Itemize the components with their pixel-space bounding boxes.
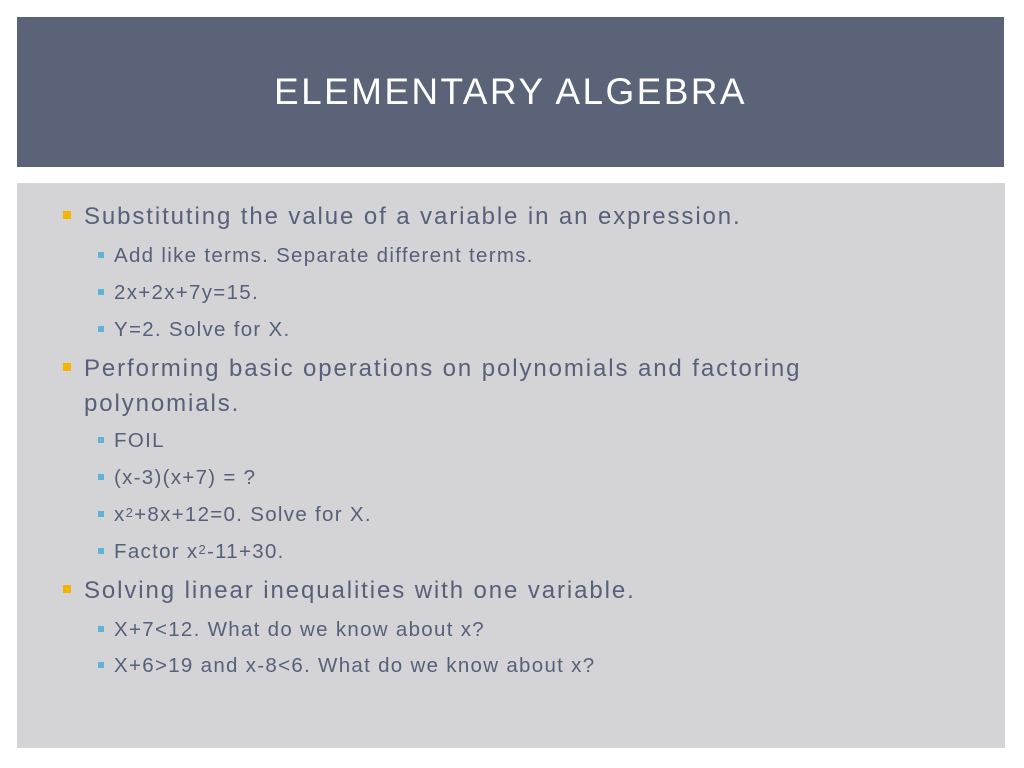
sub-bullet-item [17, 537, 285, 574]
bullet-item [17, 199, 822, 234]
sub-bullet-text: X+6>19 and x-8<6. What do we know about x? [114, 654, 596, 677]
sub-bullet-text-pre: x [114, 503, 126, 526]
sub-bullet-item [17, 463, 256, 500]
bullet-item [17, 573, 716, 608]
sub-bullet-text-post: +8x+12=0. Solve for X. [134, 503, 372, 526]
sub-bullet-text: Add like terms. Separate different terms. [114, 244, 534, 267]
sub-bullet-text: Y=2. Solve for X. [114, 318, 291, 341]
superscript: 2 [198, 542, 207, 557]
sub-bullet-text: FOIL [114, 429, 165, 452]
bullet-text: Substituting the value of a variable in an expression. [84, 203, 742, 230]
sub-bullet-text-pre: Factor x [114, 540, 199, 563]
square-bullet-icon [98, 511, 104, 517]
sub-bullet-text-post: -11+30. [206, 540, 285, 563]
square-bullet-icon [98, 626, 104, 632]
square-bullet-icon [63, 585, 71, 593]
sub-bullet-item [17, 315, 291, 352]
square-bullet-icon [98, 474, 104, 480]
square-bullet-icon [98, 252, 104, 258]
slide-title: ELEMENTARY ALGEBRA [274, 71, 747, 112]
bullet-text: Solving linear inequalities with one variable. [84, 577, 636, 604]
superscript: 2 [125, 505, 135, 520]
square-bullet-icon [63, 211, 71, 219]
sub-bullet-text: X+7<12. What do we know about x? [114, 618, 485, 641]
square-bullet-icon [98, 548, 104, 554]
sub-bullet-item [17, 426, 165, 463]
content-area [17, 183, 1005, 748]
square-bullet-icon [63, 363, 71, 371]
square-bullet-icon [98, 289, 104, 295]
bullet-text: Performing basic operations on polynomials and factoring polynomials. [84, 355, 802, 417]
title-bar [17, 17, 1004, 167]
sub-bullet-item [17, 278, 259, 315]
bullet-item [17, 351, 1005, 421]
sub-bullet-item [17, 500, 372, 537]
sub-bullet-text: (x-3)(x+7) = ? [114, 466, 257, 489]
square-bullet-icon [98, 662, 104, 668]
square-bullet-icon [98, 326, 104, 332]
square-bullet-icon [98, 437, 104, 443]
sub-bullet-item [17, 615, 485, 652]
sub-bullet-text: 2x+2x+7y=15. [114, 281, 259, 304]
sub-bullet-item [17, 241, 534, 278]
sub-bullet-item [17, 651, 595, 688]
